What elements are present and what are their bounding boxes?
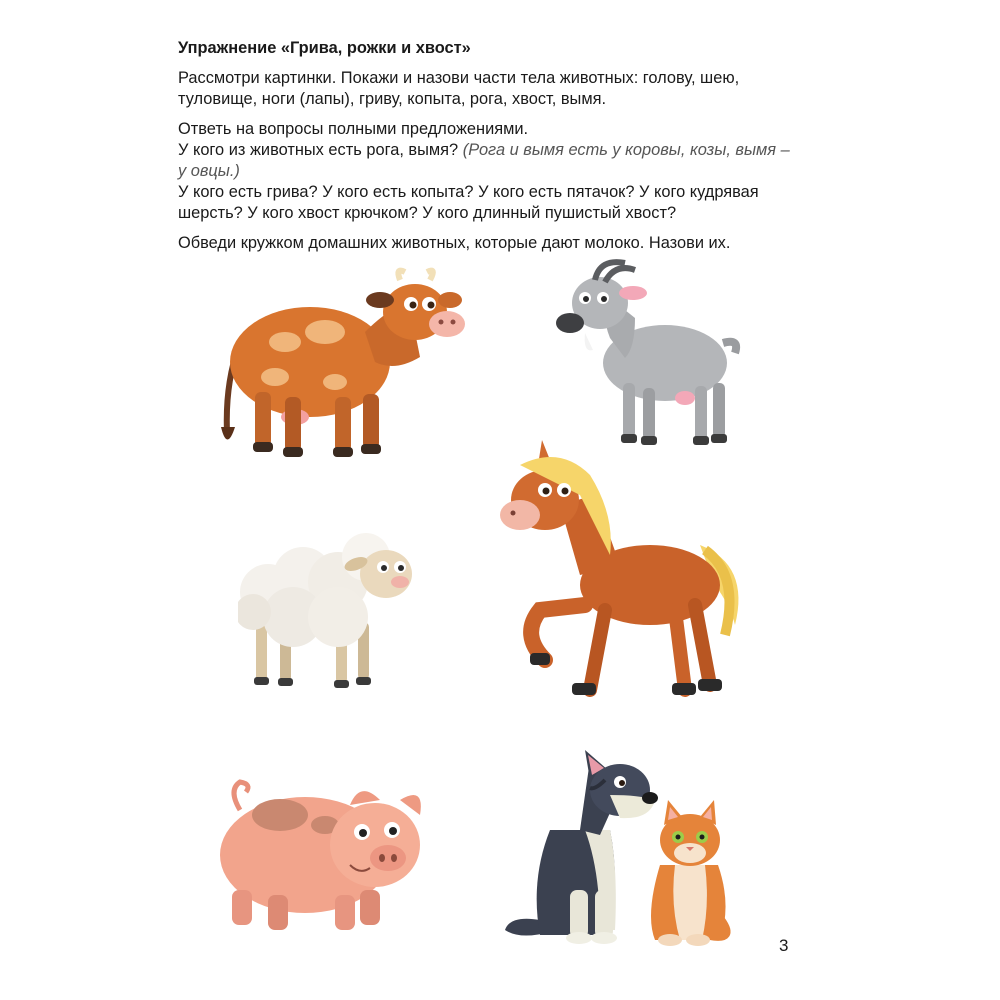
circle-task-text: Обведи кружком домашних животных, которые дают молоко. Назови их. xyxy=(178,234,731,252)
cat-icon xyxy=(640,795,740,950)
question-1-hint: (Рога и вымя есть у коровы, козы, вымя – у овцы.) xyxy=(178,141,790,180)
cow-icon xyxy=(215,262,475,472)
pig-icon xyxy=(210,770,435,935)
question-2: У кого есть грива? У кого есть копыта? У кого есть пятачок? У кого кудрявая шерсть? У кого хвост крючком? У кого длинный пушистый хвост? xyxy=(178,183,759,222)
page-number: 3 xyxy=(779,936,789,955)
exercise-title: Упражнение «Грива, рожки и хвост» xyxy=(178,39,471,57)
sheep-icon xyxy=(238,512,423,697)
instruction-text: Рассмотри картинки. Покажи и назови части тела животных: голову, шею, туловище, ноги (лапы), гриву, копыта, рога, хвост, вымя. xyxy=(178,69,740,108)
question-1 xyxy=(178,140,798,182)
exercise-text xyxy=(178,38,798,263)
goat-icon xyxy=(555,258,745,453)
task-intro-text: Ответь на вопросы полными предложениями. xyxy=(178,120,529,138)
horse-icon xyxy=(500,435,755,705)
question-1-text: У кого из животных есть рога, вымя? xyxy=(178,141,459,159)
